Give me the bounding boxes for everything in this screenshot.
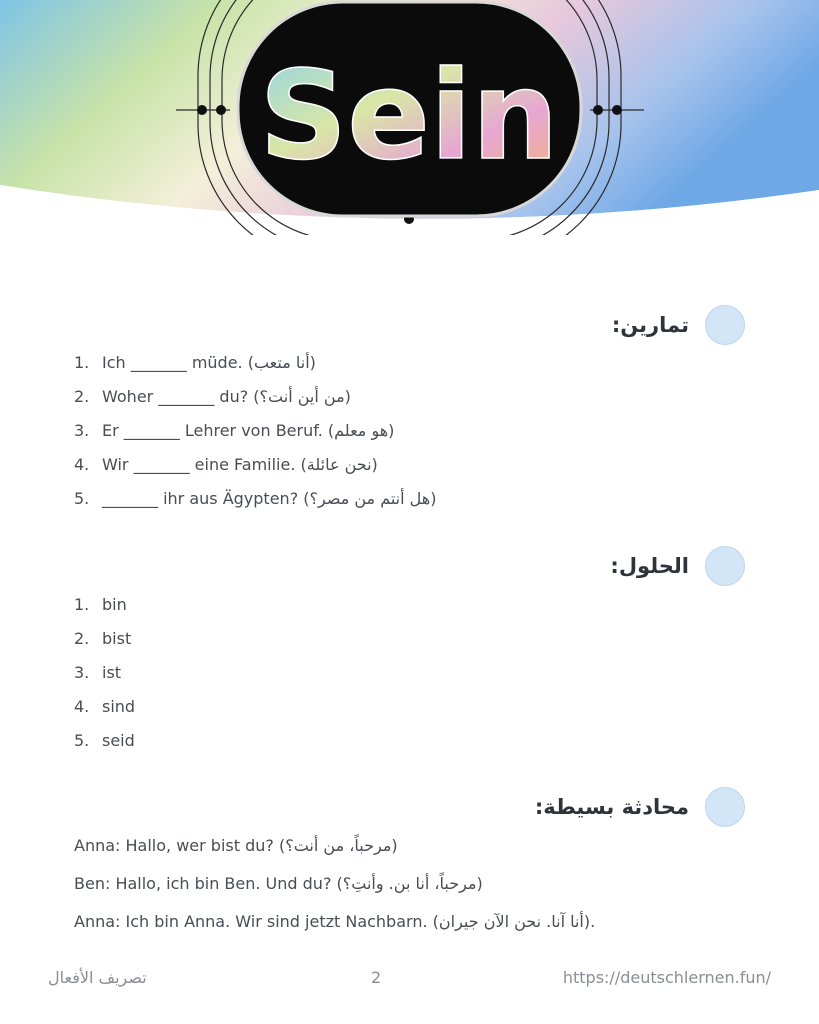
footer-title: تصريف الأفعال: [48, 968, 147, 987]
dialog-line: Ben: Hallo, ich bin Ben. Und du? (مرحباً، أنا بن. وأنتِ؟): [74, 873, 483, 893]
exercises-list: [74, 345, 436, 515]
solutions-title: الحلول:: [610, 554, 689, 578]
page-number: 2: [371, 968, 382, 987]
list-item: 4. sind: [74, 696, 136, 716]
banner-graphic: [0, 0, 819, 235]
list-item: 4. Wir _______ eine Familie. (نحن عائلة): [74, 454, 378, 474]
list-item: 3. ist: [74, 662, 122, 682]
conversation-body: [74, 826, 595, 940]
conversation-title: محادثة بسيطة:: [534, 795, 689, 819]
solutions-heading: [610, 546, 745, 586]
solutions-list: [74, 587, 135, 757]
logo-text: Sein: [259, 45, 559, 187]
heading-dot-icon: [705, 787, 745, 827]
dialog-line: Anna: Ich bin Anna. Wir sind jetzt Nachbarn. (أنا آنا. نحن الآن جيران).: [74, 911, 596, 931]
exercises-title: تمارين:: [611, 313, 689, 337]
conversation-heading: [535, 787, 745, 827]
exercises-heading: [612, 305, 745, 345]
list-item: 2. bist: [74, 628, 132, 648]
list-item: 2. Woher _______ du? (من أين أنت؟): [74, 386, 351, 406]
dialog-line: Anna: Hallo, wer bist du? (مرحباً، من أنت؟): [74, 835, 398, 855]
list-item: 1. Ich _______ müde. (أنا متعب): [74, 352, 316, 372]
list-item: 5. seid: [74, 730, 135, 750]
list-item: 1. bin: [74, 594, 127, 614]
list-item: 5. _______ ihr aus Ägypten? (هل أنتم من مصر؟): [74, 488, 437, 508]
heading-dot-icon: [705, 546, 745, 586]
heading-dot-icon: [705, 305, 745, 345]
header-banner: [0, 0, 819, 235]
list-item: 3. Er _______ Lehrer von Beruf. (هو معلم): [74, 420, 395, 440]
footer-url-link[interactable]: https://deutschlernen.fun/: [562, 968, 771, 987]
